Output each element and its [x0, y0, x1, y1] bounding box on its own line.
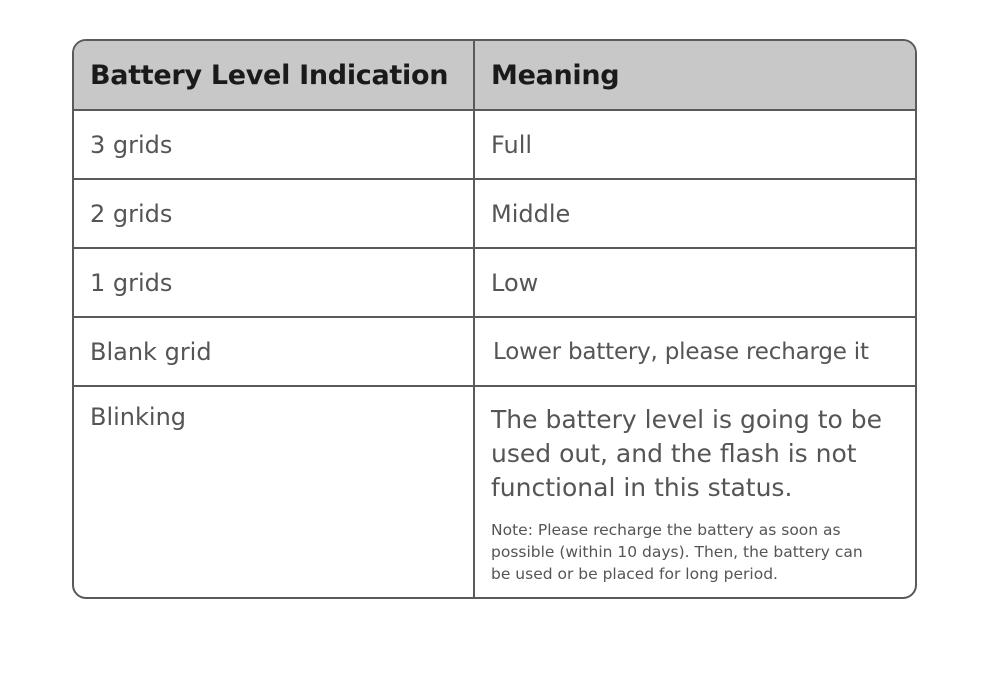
- table-row: [74, 248, 915, 317]
- table-row: [74, 386, 915, 597]
- header-battery-level-indication: Battery Level Indication: [74, 41, 474, 110]
- indication-cell: 3 grids: [74, 110, 474, 179]
- indication-cell: Blank grid: [74, 317, 474, 386]
- meaning-note-text: Note: Please recharge the battery as soon as possible (within 10 days). Then, the battery can be used or be placed for long period.: [491, 521, 863, 583]
- table-row: [74, 317, 915, 386]
- indication-cell: 2 grids: [74, 179, 474, 248]
- battery-level-table: [74, 41, 915, 597]
- table-row: [74, 110, 915, 179]
- table-header-row: [74, 41, 915, 110]
- meaning-cell: Lower battery, please recharge it: [474, 317, 915, 386]
- meaning-cell: [474, 386, 915, 597]
- indication-cell: 1 grids: [74, 248, 474, 317]
- table-row: [74, 179, 915, 248]
- header-meaning: Meaning: [474, 41, 915, 110]
- meaning-cell: Middle: [474, 179, 915, 248]
- indication-cell: Blinking: [74, 386, 474, 597]
- meaning-cell: Low: [474, 248, 915, 317]
- battery-level-table-container: [72, 39, 917, 599]
- meaning-main-text: The battery level is going to be used out, and the flash is not functional in this status.: [491, 405, 883, 502]
- meaning-cell: Full: [474, 110, 915, 179]
